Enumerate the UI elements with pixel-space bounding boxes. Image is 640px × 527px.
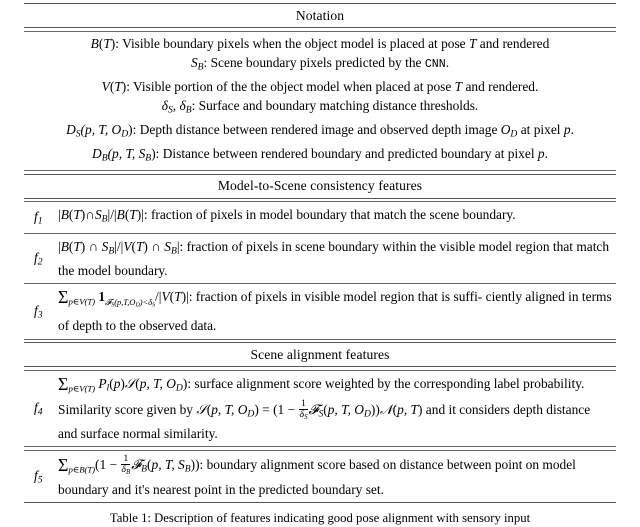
table-caption-text: Description of features indicating good pose alignment with sensory input <box>154 511 531 526</box>
fraction-one-over-delta-s: $\frac{1}{\delta_S}$ <box>299 397 308 421</box>
indicator-symbol-f3: 1 <box>98 289 106 305</box>
notation-line-2-sub: B <box>197 61 204 73</box>
summation-symbol-f3: Σ <box>58 287 69 308</box>
summation-subscript-f3: p∈V(T) <box>68 296 95 307</box>
feature-key-f3-letter: f <box>34 302 38 318</box>
o-d-sub-2: D <box>510 128 518 140</box>
fraction-one-over-delta-b: $\frac{1}{\delta_B}$ <box>121 452 131 476</box>
notation-line-3-text-a: : Visible portion of the the object model when placed at pose <box>126 78 455 94</box>
table-caption <box>24 503 616 527</box>
feature-key-f1 <box>24 209 58 227</box>
d-b-sub: B <box>101 152 108 164</box>
feature-f1-description: : fraction of pixels in model boundary that match the scene boundary. <box>143 207 516 223</box>
notation-line-6-args-close: ) <box>151 146 156 162</box>
feature-f5-description-b: point on model boundary and it's nearest point in the predicted boundary set. <box>58 456 576 497</box>
o-d-sub-1: D <box>121 128 129 140</box>
notation-line-4 <box>24 96 616 120</box>
symbol-B-of-T: B <box>90 35 99 51</box>
notation-line-5-args: (p, T, O <box>80 122 122 138</box>
table-row-f2 <box>24 234 616 284</box>
symbol-D-S: D <box>66 122 76 138</box>
notation-line-6-text-a: : Distance between rendered boundary and predicted boundary at pixel <box>155 146 538 162</box>
feature-key-f5 <box>24 468 58 486</box>
notation-line-2-text-a: : Scene boundary pixels predicted by the <box>203 54 425 70</box>
feature-key-f2-letter: f <box>34 249 38 265</box>
table-row-f5 <box>24 451 616 503</box>
notation-line-5-var: O <box>500 122 511 138</box>
summation-subscript-f5: p∈B(T) <box>68 464 95 475</box>
notation-line-4-text: : Surface and boundary matching distance thresholds. <box>191 98 479 114</box>
feature-key-f5-letter: f <box>34 467 38 483</box>
notation-line-5-text-a: : Depth distance between rendered image and observed depth image <box>132 122 501 138</box>
notation-line-5-px: p <box>563 122 571 138</box>
d-s-sub: S <box>75 128 81 140</box>
table-row-f3 <box>24 284 616 338</box>
summation-symbol-f5: Σ <box>58 454 69 475</box>
feature-f3-description-b: ciently aligned in terms of depth to the observed data. <box>58 289 612 333</box>
feature-body-f2: |B(T) ∩ $S_B|/|V(T)$ ∩ $S_B|$: fraction of pixels in scene boundary within the visible model region that match the model boundary. <box>58 238 610 278</box>
feature-key-f4-index: 4 <box>37 406 43 418</box>
summation-subscript-f4: p∈V(T) <box>68 383 95 394</box>
notation-line-6-text-b: . <box>544 146 548 162</box>
notation-block <box>24 32 616 171</box>
notation-line-6-px: p <box>537 146 545 162</box>
feature-key-f2 <box>24 250 58 268</box>
delta-b-sub: B <box>185 104 192 116</box>
symbol-S-B: S <box>190 54 198 70</box>
table-caption-label: Table 1: <box>109 511 151 526</box>
section-header-scene-alignment: Scene alignment features <box>250 346 390 362</box>
section-header-model-to-scene: Model-to-Scene consistency features <box>217 178 423 194</box>
notation-line-5-text-b: at pixel <box>517 122 564 138</box>
s-b-sub-1: B <box>145 152 152 164</box>
symbol-delta-S: δ <box>161 98 168 114</box>
feature-key-f1-letter: f <box>34 208 38 224</box>
feature-key-f3-index: 3 <box>37 309 43 321</box>
feature-key-f5-index: 5 <box>37 474 43 486</box>
table-1 <box>24 0 616 527</box>
symbol-D-B: D <box>92 146 102 162</box>
notation-line-1-text-b: and rendered <box>476 35 550 51</box>
feature-key-f2-index: 2 <box>37 256 43 268</box>
feature-f2-description-b: region that match the model boundary. <box>58 238 610 278</box>
summation-symbol-f4: Σ <box>58 373 69 394</box>
feature-body-f5: $\Sigma_{p\in B(T)}(1$ − $\frac{1}{\delta_B}$ 𝓕$_B$(p, T, $S_B$)): boundary alignment score based on distance between point on model boundary and it's nearest point in the predicted boundary set. <box>58 452 576 497</box>
notation-line-3: V(T): Visible portion of the the object model when placed at pose T and rendered. <box>101 78 539 94</box>
notation-line-2-text-b: . <box>445 54 450 70</box>
indicator-subscript-f3: 𝓕S(p,T,OD)<δS <box>105 296 156 309</box>
section-header-notation: Notation <box>295 7 345 23</box>
feature-f5-description-a: : boundary alignment score based on distance between <box>199 456 492 472</box>
notation-line-6-args: (p, T, S <box>107 146 146 162</box>
symbol-delta-B: δ <box>179 98 186 114</box>
notation-line-4-comma: , <box>172 98 180 114</box>
symbol-V-of-T: V <box>101 78 110 94</box>
notation-line-1: B(T): Visible boundary pixels when the object model is placed at pose T and rendered <box>90 35 550 51</box>
feature-key-f3 <box>24 303 58 321</box>
feature-f2-description-a: : fraction of pixels in scene boundary within the visible model <box>179 238 512 254</box>
notation-line-5 <box>24 120 616 144</box>
notation-line-1-var: T <box>468 35 477 51</box>
feature-f4-description-b2: and <box>422 401 446 417</box>
feature-key-f4-letter: f <box>34 399 38 415</box>
notation-line-1-text-a: : Visible boundary pixels when the object model is placed at pose <box>115 35 469 51</box>
notation-line-3-var: T <box>454 78 463 94</box>
feature-key-f4 <box>24 400 58 418</box>
notation-line-6 <box>24 144 616 168</box>
notation-line-5-args-close: ) <box>128 122 133 138</box>
feature-f4-description-b1: probability. Similarity score given by <box>58 375 585 417</box>
feature-key-f1-index: 1 <box>37 215 43 227</box>
table-row-f1 <box>24 202 616 232</box>
notation-line-5-text-c: . <box>570 122 574 138</box>
notation-cnn-label: CNN <box>424 57 446 71</box>
feature-body-f1: $|B(T)\cap S_B|/|B(T)|$: fraction of pixels in model boundary that match the scene boundary. <box>58 207 516 225</box>
feature-f4-description-c: it considers depth distance and surface normal similarity. <box>58 401 591 441</box>
feature-body-f3: $\Sigma_{p\in V(T)}$ $1_{𝓕_S(p,T,O_D)<\delta_S}/|V(T)|$: fraction of pixels in visible model region that is suffi- ciently aligned in terms of depth to the observed data. <box>58 287 612 333</box>
feature-body-f4: $\Sigma_{p\in V(T)}$ $P_l(p)𝒮(p$, T, $O_D$): surface alignment score weighted by the corresponding label probability. Similarity score given by 𝒮(p, T, $O_D) = (1$ − $\frac{1}{\delta_S}$ 𝓕$_S$(p, T, $O_D))𝒩(p$, T) and it considers depth distance and surface normal similarity. <box>58 373 591 441</box>
notation-line-2 <box>24 53 616 77</box>
feature-f3-description-a: : fraction of pixels in visible model region that is suffi- <box>188 289 483 305</box>
delta-s-sub: S <box>167 104 173 116</box>
notation-line-3-text-b: and rendered. <box>462 78 539 94</box>
feature-f4-description-a: : surface alignment score weighted by the corresponding label <box>187 375 520 391</box>
